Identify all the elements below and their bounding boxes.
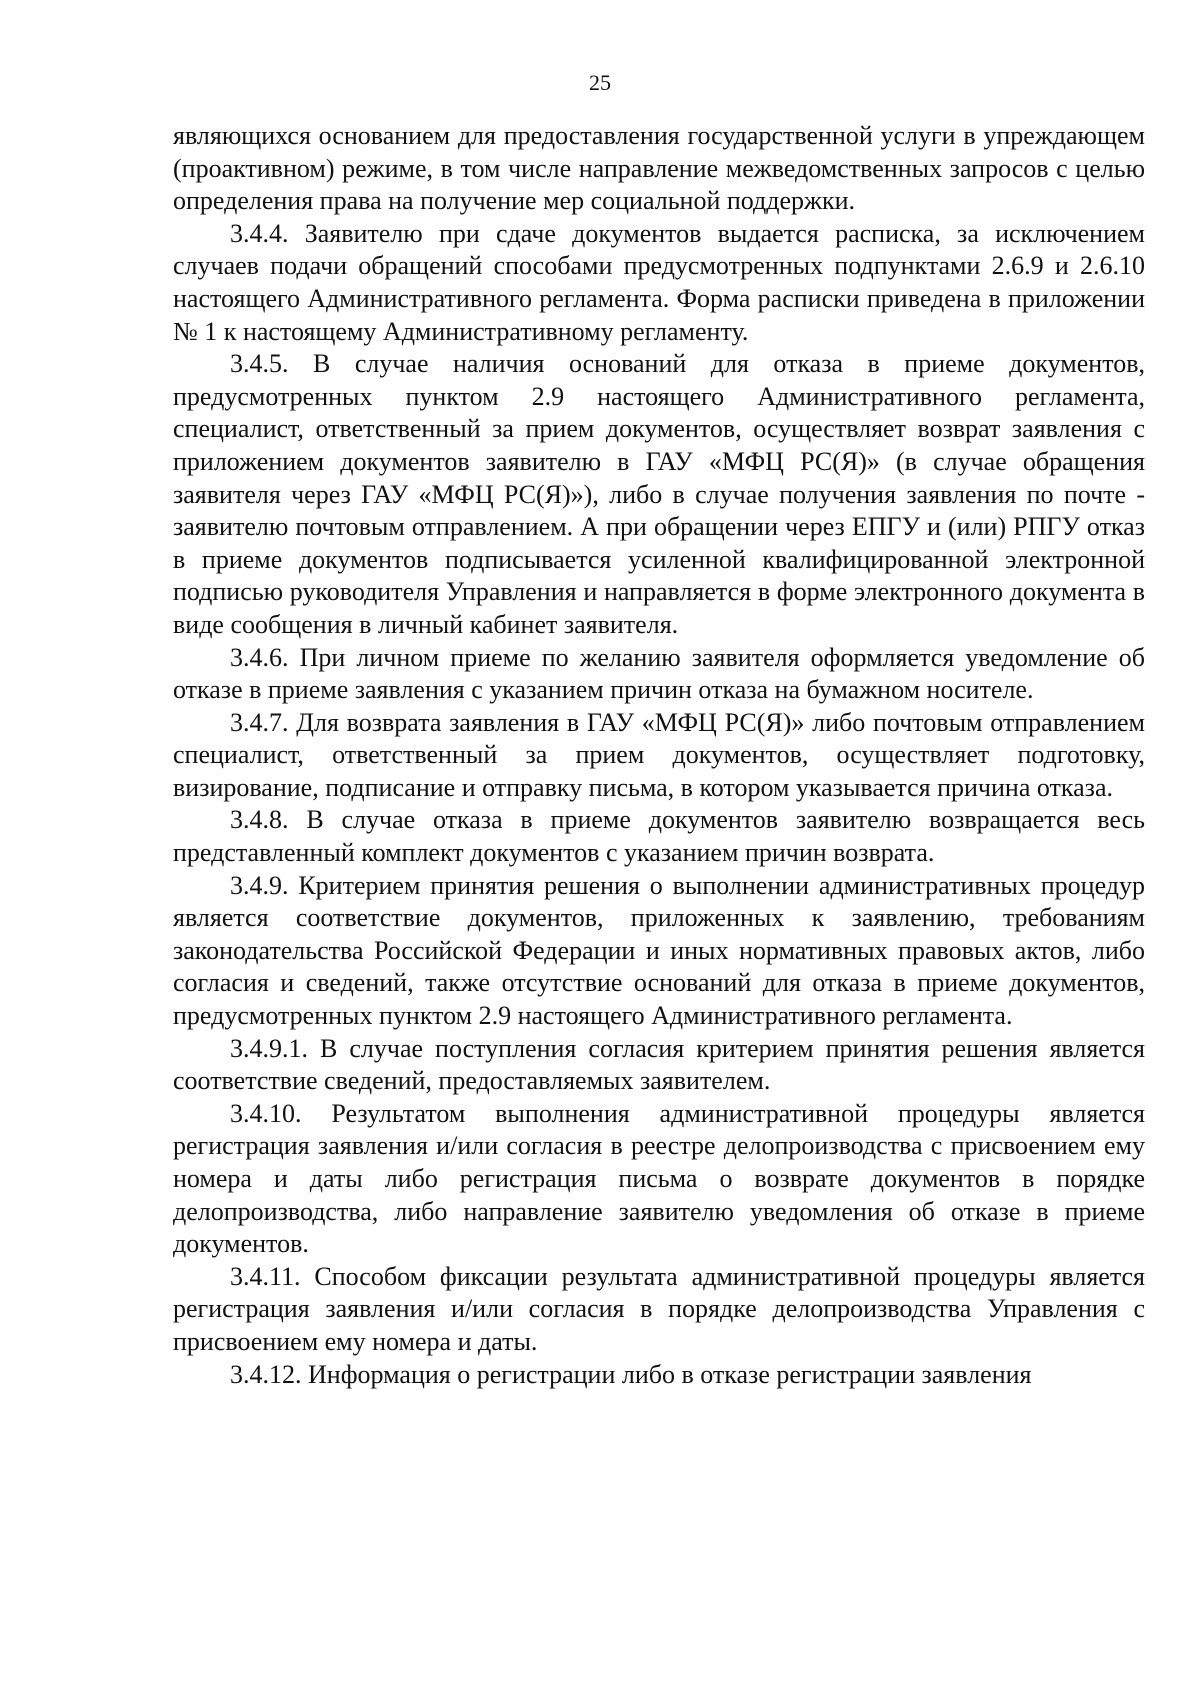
paragraph-3-4-8: 3.4.8. В случае отказа в приеме документов заявителю возвращается весь представленный комплект документов с указанием причин возврата. [173, 805, 1145, 868]
paragraph-3-4-10: 3.4.10. Результатом выполнения административной процедуры является регистрация заявления и/или согласия в реестре делопроизводства с присвоением ему номера и даты либо регистрация письма о возврате документов в порядке делопроизводства, либо направление заявителю уведомления об отказе в приеме документов. [173, 1098, 1145, 1259]
paragraph-continuation: являющихся основанием для предоставления государственной услуги в упреждающем (проактивном) режиме, в том числе направление межведомственных запросов с целью определения права на получение мер социальной поддержки. [173, 121, 1145, 216]
document-body [173, 120, 1145, 1391]
page-number: 25 [589, 70, 611, 95]
paragraph-3-4-9: 3.4.9. Критерием принятия решения о выполнении административных процедур является соответствие документов, приложенных к заявлению, требованиям законодательства Российской Федерации и иных нормативных правовых актов, либо согласия и сведений, также отсутствие оснований для отказа в приеме документов, предусмотренных пунктом 2.9 настоящего Административного регламента. [173, 870, 1145, 1031]
paragraph-3-4-4: 3.4.4. Заявителю при сдаче документов выдается расписка, за исключением случаев подачи обращений способами предусмотренных подпунктами 2.6.9 и 2.6.10 настоящего Административного регламента. Форма расписки приведена в приложении № 1 к настоящему Административному регламенту. [173, 218, 1145, 346]
paragraph-3-4-11: 3.4.11. Способом фиксации результата административной процедуры является регистрация заявления и/или согласия в порядке делопроизводства Управления с присвоением ему номера и даты. [173, 1261, 1145, 1356]
paragraph-3-4-9-1: 3.4.9.1. В случае поступления согласия критерием принятия решения является соответствие сведений, предоставляемых заявителем. [173, 1033, 1145, 1096]
paragraph-3-4-7: 3.4.7. Для возврата заявления в ГАУ «МФЦ РС(Я)» либо почтовым отправлением специалист, ответственный за прием документов, осуществляет подготовку, визирование, подписание и отправку письма, в котором указывается причина отказа. [173, 707, 1145, 802]
paragraph-3-4-5: 3.4.5. В случае наличия оснований для отказа в приеме документов, предусмотренных пунктом 2.9 настоящего Административного регламента, специалист, ответственный за прием документов, осуществляет возврат заявления с приложением документов заявителю в ГАУ «МФЦ РС(Я)» (в случае обращения заявителя через ГАУ «МФЦ РС(Я)»), либо в случае получения заявления по почте - заявителю почтовым отправлением. А при обращении через ЕПГУ и (или) РПГУ отказ в приеме документов подписывается усиленной квалифицированной электронной подписью руководителя Управления и направляется в форме электронного документа в виде сообщения в личный кабинет заявителя. [173, 349, 1145, 639]
paragraph-3-4-6: 3.4.6. При личном приеме по желанию заявителя оформляется уведомление об отказе в приеме заявления с указанием причин отказа на бумажном носителе. [173, 642, 1145, 705]
paragraph-3-4-12: 3.4.12. Информация о регистрации либо в отказе регистрации заявления [230, 1359, 1032, 1389]
